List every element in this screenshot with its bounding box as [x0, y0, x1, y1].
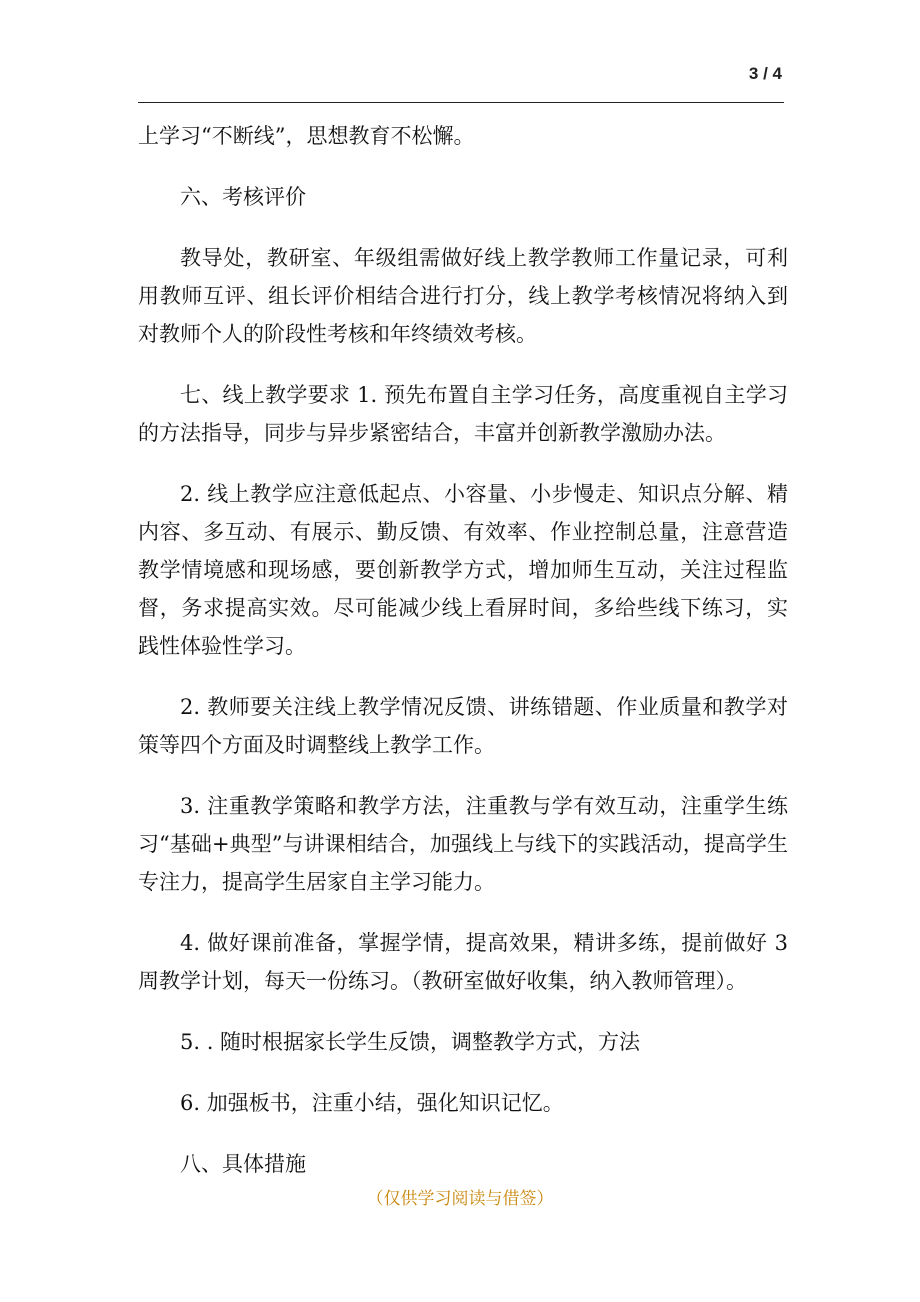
section-heading-measures: 八、具体措施 — [180, 1152, 306, 1176]
paragraph-requirement-3: 3. 注重教学策略和教学方法，注重教与学有效互动，注重学生练习“基础+典型”与讲课相结合，加强线上与线下的实践活动，提高学生专注力，提高学生居家自主学习能力。 — [138, 794, 788, 894]
paragraph-requirement-4: 4. 做好课前准备，掌握学情，提高效果，精讲多练，提前做好 3 周教学计划，每天一份练习。（教研室做好收集，纳入教师管理）。 — [138, 931, 788, 993]
paragraph-continuation: 上学习“不断线”，思想教育不松懈。 — [138, 124, 475, 148]
paragraph-assessment: 教导处，教研室、年级组需做好线上教学教师工作量记录，可利用教师互评、组长评价相结合进行打分，线上教学考核情况将纳入到对教师个人的阶段性考核和年终绩效考核。 — [138, 246, 788, 346]
document-body — [138, 117, 788, 1206]
footer-note: （仅供学习阅读与借签） — [366, 1189, 554, 1209]
section-heading-assessment: 六、考核评价 — [180, 185, 306, 209]
paragraph-requirement-2a: 2. 线上教学应注意低起点、小容量、小步慢走、知识点分解、精内容、多互动、有展示、勤反馈、有效率、作业控制总量，注意营造教学情境感和现场感，要创新教学方式，增加师生互动，关注过程监督，务求提高实效。尽可能减少线上看屏时间，多给些线下练习，实践性体验性学习。 — [138, 482, 788, 658]
paragraph-requirement-5: 5. . 随时根据家长学生反馈，调整教学方式，方法 — [180, 1030, 641, 1054]
page-number: 3 / 4 — [748, 64, 782, 83]
section-heading-requirements: 七、线上教学要求 1. 预先布置自主学习任务，高度重视自主学习的方法指导，同步与异步紧密结合，丰富并创新教学激励办法。 — [138, 383, 788, 445]
paragraph-requirement-2b: 2. 教师要关注线上教学情况反馈、讲练错题、作业质量和教学对策等四个方面及时调整线上教学工作。 — [138, 695, 788, 757]
header-divider — [138, 102, 784, 103]
paragraph-requirement-6: 6. 加强板书，注重小结，强化知识记忆。 — [180, 1091, 564, 1115]
